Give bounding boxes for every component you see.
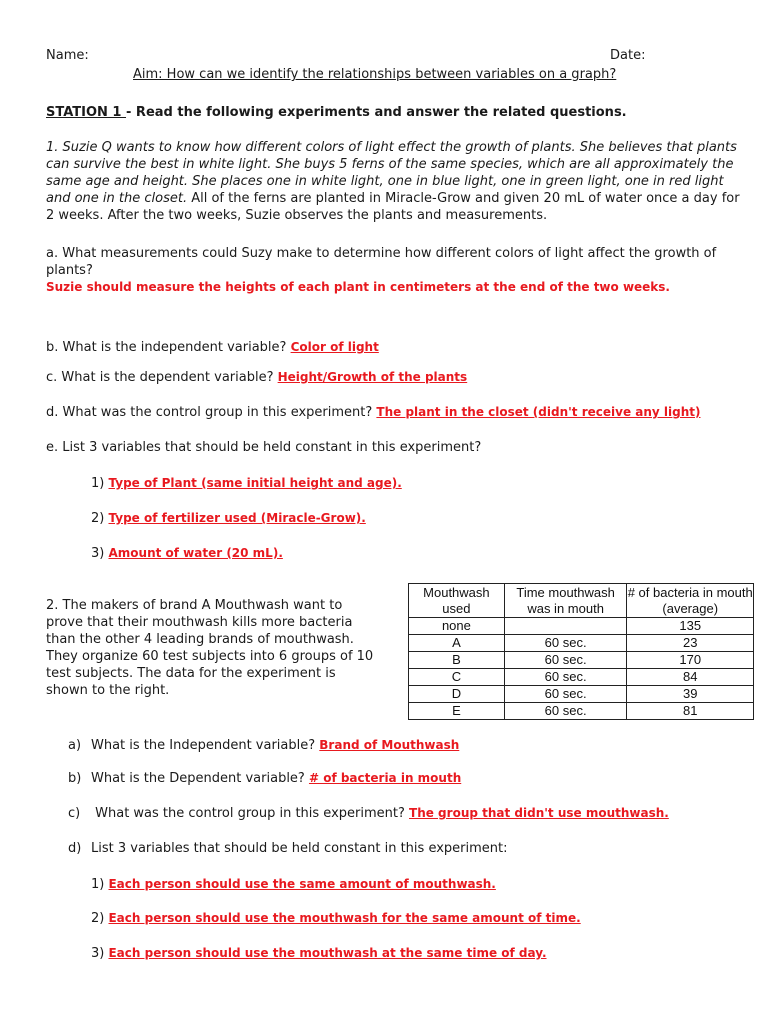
constant-number: 3) [91, 946, 109, 961]
table-header-row [409, 584, 754, 618]
constant-number: 1) [91, 877, 109, 892]
constant-number: 2) [91, 911, 109, 926]
table-cell: 84 [627, 669, 754, 686]
experiment1-answer-b: Color of light [290, 340, 379, 354]
experiment2-answer-c: The group that didn't use mouthwash. [409, 806, 669, 820]
table-cell: 60 sec. [504, 652, 627, 669]
table-row [409, 652, 754, 669]
experiment1-answer-c: Height/Growth of the plants [277, 370, 468, 384]
experiment1-question-a: a. What measurements could Suzy make to determine how different colors of light affect the growth of plants? [46, 246, 717, 278]
table-cell: 170 [627, 652, 754, 669]
experiment1-question-d-text: d. What was the control group in this experiment? [46, 405, 377, 420]
table-cell: 135 [627, 618, 754, 635]
experiment1-question-b-text: b. What is the independent variable? [46, 340, 291, 355]
experiment1-constant-3 [91, 545, 283, 562]
question-label: a) [68, 738, 82, 753]
experiment2-answer-a: Brand of Mouthwash [319, 738, 460, 752]
experiment2-answer-b: # of bacteria in mouth [308, 771, 462, 785]
experiment2-constant-3 [91, 945, 547, 962]
table-row [409, 669, 754, 686]
table-row [409, 703, 754, 720]
table-row [409, 686, 754, 703]
station-instruction: - Read the following experiments and answer the related questions. [126, 105, 627, 120]
experiment1-constant-1 [91, 475, 402, 492]
table-row [409, 635, 754, 652]
table-cell: E [409, 703, 505, 720]
constant-answer: Amount of water (20 mL). [108, 546, 283, 560]
station-label: STATION 1 [46, 105, 127, 120]
constant-answer: Type of Plant (same initial height and age). [108, 476, 402, 490]
table-cell: 39 [627, 686, 754, 703]
table-cell: 60 sec. [504, 703, 627, 720]
experiment1-question-d [46, 404, 701, 421]
experiment2-question-b-text: What is the Dependent variable? [91, 771, 309, 786]
experiment2-question-a [68, 737, 459, 754]
constant-number: 3) [91, 546, 109, 561]
date-label: Date: [610, 48, 646, 63]
mouthwash-table [408, 583, 754, 720]
experiment2-question-b [68, 770, 461, 787]
experiment2-constant-1 [91, 876, 496, 893]
table-cell: 81 [627, 703, 754, 720]
experiment1-intro-italic: 1. Suzie Q wants to know how different colors of light effect the growth of plants. She believes that plants can survive the best in white light. She buys 5 ferns of the same species, which are all approximately the same age and height. She places one in white light, one in blue light, one in green light, one in red light and one in the closet. [46, 140, 737, 206]
experiment1-question-b [46, 339, 379, 356]
table-cell: B [409, 652, 505, 669]
experiment2-question-a-text: What is the Independent variable? [91, 738, 320, 753]
experiment2-question-d-text: List 3 variables that should be held constant in this experiment: [91, 841, 508, 856]
experiment1-intro-plain: All of the ferns are planted in Miracle-Grow and given 20 mL of water once a day for 2 weeks. After the two weeks, Suzie observes the plants and measurements. [46, 191, 740, 223]
table-cell: C [409, 669, 505, 686]
constant-number: 1) [91, 476, 109, 491]
table-cell: 23 [627, 635, 754, 652]
question-label: b) [68, 771, 82, 786]
question-label: d) [68, 841, 82, 856]
experiment1-question-c-text: c. What is the dependent variable? [46, 370, 278, 385]
name-label: Name: [46, 48, 89, 63]
constant-number: 2) [91, 511, 109, 526]
experiment1-constant-2 [91, 510, 366, 527]
table-header-cell: Mouthwash used [409, 584, 505, 618]
experiment1-question-e: e. List 3 variables that should be held constant in this experiment? [46, 440, 482, 455]
experiment1-question-c [46, 369, 467, 386]
table-header-cell: # of bacteria in mouth (average) [627, 584, 753, 616]
table-cell: 60 sec. [504, 635, 627, 652]
experiment1-intro [46, 139, 746, 224]
aim-heading: Aim: How can we identify the relationships between variables on a graph? [133, 67, 617, 82]
experiment2-constant-2 [91, 910, 581, 927]
experiment2-intro: 2. The makers of brand A Mouthwash want to prove that their mouthwash kills more bacteria than the other 4 leading brands of mouthwash. They organize 60 test subjects into 6 groups of 10 test subjects. The data for the experiment is shown to the right. [46, 598, 374, 698]
table-cell: none [409, 618, 505, 635]
constant-answer: Each person should use the same amount of mouthwash. [108, 877, 496, 891]
constant-answer: Each person should use the mouthwash for the same amount of time. [108, 911, 581, 925]
question-label: c) [68, 806, 81, 821]
experiment1-answer-d: The plant in the closet (didn't receive any light) [376, 405, 701, 419]
table-cell: A [409, 635, 505, 652]
experiment2-question-c [68, 805, 669, 822]
constant-answer: Each person should use the mouthwash at the same time of day. [108, 946, 547, 960]
table-row [409, 618, 754, 635]
experiment1-answer-a: Suzie should measure the heights of each plant in centimeters at the end of the two weeks. [46, 280, 670, 294]
experiment2-question-d [68, 840, 508, 857]
table-header-cell: Time mouthwash was in mouth [504, 584, 627, 618]
station-heading [46, 104, 627, 121]
table-cell: 60 sec. [504, 669, 627, 686]
experiment2-question-c-text: What was the control group in this experiment? [91, 806, 410, 821]
constant-answer: Type of fertilizer used (Miracle-Grow). [108, 511, 366, 525]
table-cell: 60 sec. [504, 686, 627, 703]
table-cell: D [409, 686, 505, 703]
table-cell [504, 618, 627, 635]
